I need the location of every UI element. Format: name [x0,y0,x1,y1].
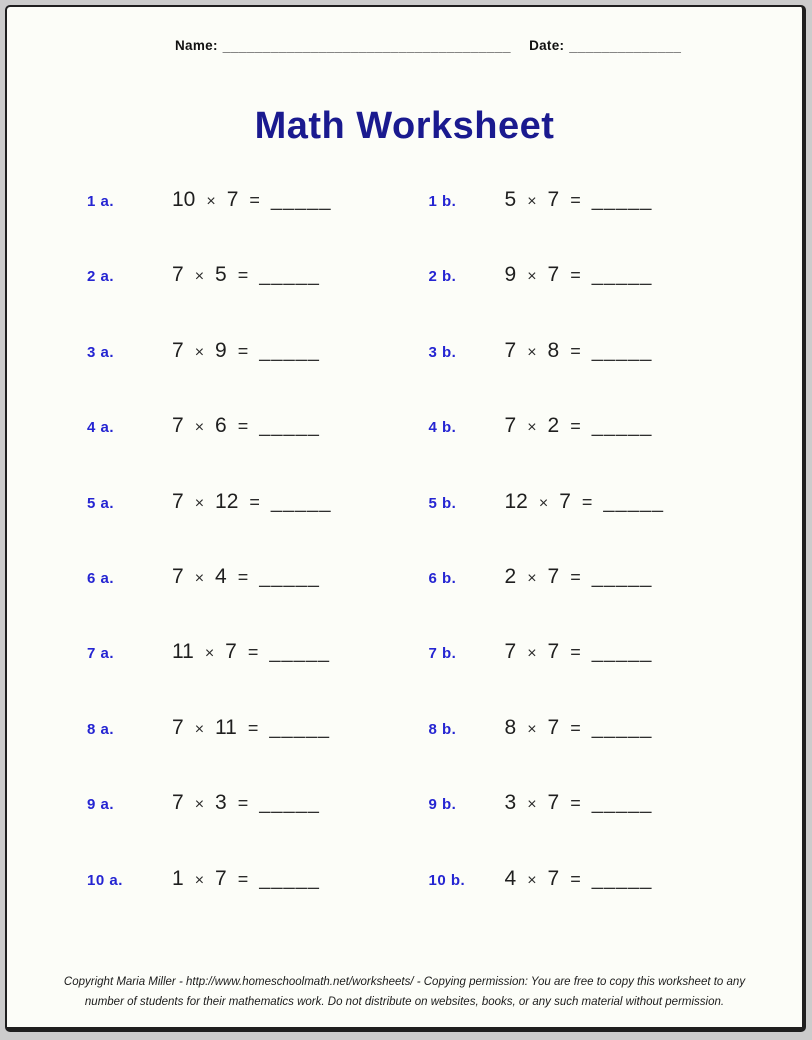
times-sign: × [194,569,205,587]
answer-blank: _____ [270,490,332,513]
factor-1: 4 [504,866,517,890]
factor-2: 8 [547,338,560,362]
answer-blank: _____ [591,339,653,362]
problem-expression [172,867,320,891]
factor-1: 11 [172,640,194,664]
factor-2: 12 [215,489,239,513]
factor-1: 7 [504,414,517,438]
times-sign: × [527,645,537,663]
problem-number: 7 a. [87,645,115,663]
problem-cell [405,716,803,791]
factor-2: 6 [215,414,227,438]
answer-blank: _____ [259,792,320,815]
equals-sign: = [249,190,260,210]
problem-number: 5 a. [87,494,115,512]
factor-2: 7 [547,640,560,664]
problem-cell [405,339,803,414]
problem-cell [405,640,803,715]
problem-expression [505,791,653,815]
factor-1: 9 [504,263,517,287]
problem-number: 3 a. [87,343,115,361]
factor-1: 7 [172,414,184,438]
equals-sign: = [570,717,581,738]
problem-expression [505,640,653,664]
equals-sign: = [570,340,581,361]
factor-2: 7 [215,866,227,890]
times-sign: × [194,419,205,437]
factor-1: 3 [504,791,517,815]
answer-blank: _____ [269,716,330,739]
factor-2: 7 [547,188,560,211]
problem-number: 4 a. [87,419,115,437]
times-sign: × [527,419,537,437]
date-blank-line: ______________ [569,38,682,53]
problem-expression [172,640,330,664]
problem-expression [172,490,332,514]
page-title: Math Worksheet [254,105,555,147]
equals-sign: = [237,868,249,889]
problem-number: 8 b. [428,720,457,738]
problem-expression [505,490,665,514]
factor-1: 7 [172,564,184,588]
factor-1: 7 [172,489,184,513]
factor-2: 2 [547,414,560,438]
factor-2: 7 [547,715,560,739]
factor-1: 8 [504,715,517,739]
problem-number: 9 a. [87,796,115,814]
answer-blank: _____ [591,867,653,890]
problems-grid [7,188,802,942]
equals-sign: = [249,491,260,512]
problem-cell [405,867,803,942]
factor-1: 2 [504,564,517,588]
equals-sign: = [570,190,581,210]
times-sign: × [204,645,215,663]
problem-cell [405,490,803,565]
answer-blank: _____ [591,189,653,211]
problem-cell [7,188,405,263]
answer-blank: _____ [591,264,653,287]
problem-cell [7,414,405,489]
times-sign: × [194,796,205,814]
problem-expression [172,414,320,438]
problem-cell [405,414,803,489]
factor-2: 9 [215,338,227,362]
equals-sign: = [570,265,581,286]
problem-number: 2 a. [87,268,115,286]
factor-2: 7 [225,640,237,664]
equals-sign: = [237,340,249,361]
problem-number: 1 b. [428,193,457,210]
problem-number: 8 a. [87,720,115,738]
factor-1: 7 [172,791,184,815]
answer-blank: _____ [259,339,320,362]
factor-1: 7 [504,640,517,664]
times-sign: × [194,494,205,512]
problem-expression [505,716,653,740]
factor-2: 7 [547,263,560,287]
equals-sign: = [570,793,581,814]
equals-sign: = [247,642,259,663]
problem-cell [405,791,803,866]
problem-cell [7,565,405,640]
worksheet-page [5,5,806,1032]
times-sign: × [527,569,537,587]
equals-sign: = [237,265,249,286]
answer-blank: _____ [270,189,332,211]
factor-2: 5 [215,263,227,287]
copyright-footer [7,972,802,1013]
problem-cell [405,263,803,338]
name-blank-line: ____________________________________ [222,38,512,53]
equals-sign: = [237,566,249,587]
factor-2: 7 [547,791,560,815]
times-sign: × [527,268,537,286]
equals-sign: = [570,416,581,437]
equals-sign: = [570,642,581,663]
problem-expression [172,791,320,815]
answer-blank: _____ [259,264,320,287]
times-sign: × [194,720,205,738]
factor-2: 4 [215,564,227,588]
answer-blank: _____ [269,641,330,664]
copyright-line-2: number of students for their mathematics work. Do not distribute on websites, books, or any such material without permission. [84,996,725,1009]
problem-number: 5 b. [428,494,457,512]
times-sign: × [527,343,537,361]
problem-cell [7,640,405,715]
name-date-header [175,38,802,53]
problem-cell [7,263,405,338]
equals-sign: = [237,416,249,437]
answer-blank: _____ [259,415,320,438]
factor-1: 12 [504,489,528,513]
problem-expression [505,414,653,438]
factor-2: 7 [547,564,560,588]
problem-number: 10 b. [428,871,466,889]
factor-2: 7 [226,188,239,211]
problem-cell [7,716,405,791]
equals-sign: = [581,491,593,512]
answer-blank: _____ [591,641,653,664]
problem-expression [172,188,332,212]
factor-2: 3 [215,791,227,815]
problem-expression [505,867,653,891]
problem-cell [7,490,405,565]
factor-2: 11 [215,715,237,739]
factor-1: 7 [172,715,184,739]
answer-blank: _____ [591,716,653,739]
date-label: Date: [529,38,565,53]
answer-blank: _____ [603,490,665,513]
answer-blank: _____ [591,565,653,588]
problem-number: 4 b. [428,419,457,437]
equals-sign: = [237,793,249,814]
times-sign: × [194,343,205,361]
times-sign: × [527,796,537,814]
problem-expression [505,339,653,363]
problem-number: 6 b. [428,569,457,587]
factor-2: 7 [547,866,560,890]
problem-expression [505,565,653,589]
problem-expression [172,263,320,287]
problem-number: 6 a. [87,569,115,587]
problem-number: 1 a. [87,193,115,210]
answer-blank: _____ [259,565,320,588]
equals-sign: = [570,566,581,587]
factor-1: 1 [172,866,184,890]
problem-cell [7,867,405,942]
problem-number: 7 b. [428,645,457,663]
times-sign: × [527,193,537,210]
times-sign: × [206,193,216,210]
times-sign: × [194,871,205,889]
times-sign: × [527,720,537,738]
problem-number: 3 b. [428,343,457,361]
problem-cell [7,339,405,414]
problem-number: 2 b. [428,268,457,286]
equals-sign: = [247,717,259,738]
factor-1: 10 [172,188,196,211]
problem-expression [172,565,320,589]
factor-1: 7 [172,263,184,287]
answer-blank: _____ [259,867,320,890]
factor-2: 7 [559,489,571,513]
factor-1: 7 [172,338,184,362]
problem-number: 10 a. [87,871,123,889]
copyright-line-1: Copyright Maria Miller - http://www.homeschoolmath.net/worksheets/ - Copying permission: You are free to copy this worksheet to any [63,975,746,988]
problem-expression [505,188,653,212]
factor-1: 5 [504,188,517,211]
factor-1: 7 [504,338,517,362]
problem-number: 9 b. [428,796,457,814]
problem-expression [172,339,320,363]
problem-expression [172,716,330,740]
answer-blank: _____ [591,792,653,815]
problem-expression [505,263,653,287]
name-label: Name: [175,38,218,53]
answer-blank: _____ [591,415,653,438]
times-sign: × [527,871,537,889]
problem-cell [405,565,803,640]
times-sign: × [538,494,549,512]
problem-cell [7,791,405,866]
equals-sign: = [570,868,581,889]
problem-cell [405,188,803,263]
times-sign: × [194,268,205,286]
